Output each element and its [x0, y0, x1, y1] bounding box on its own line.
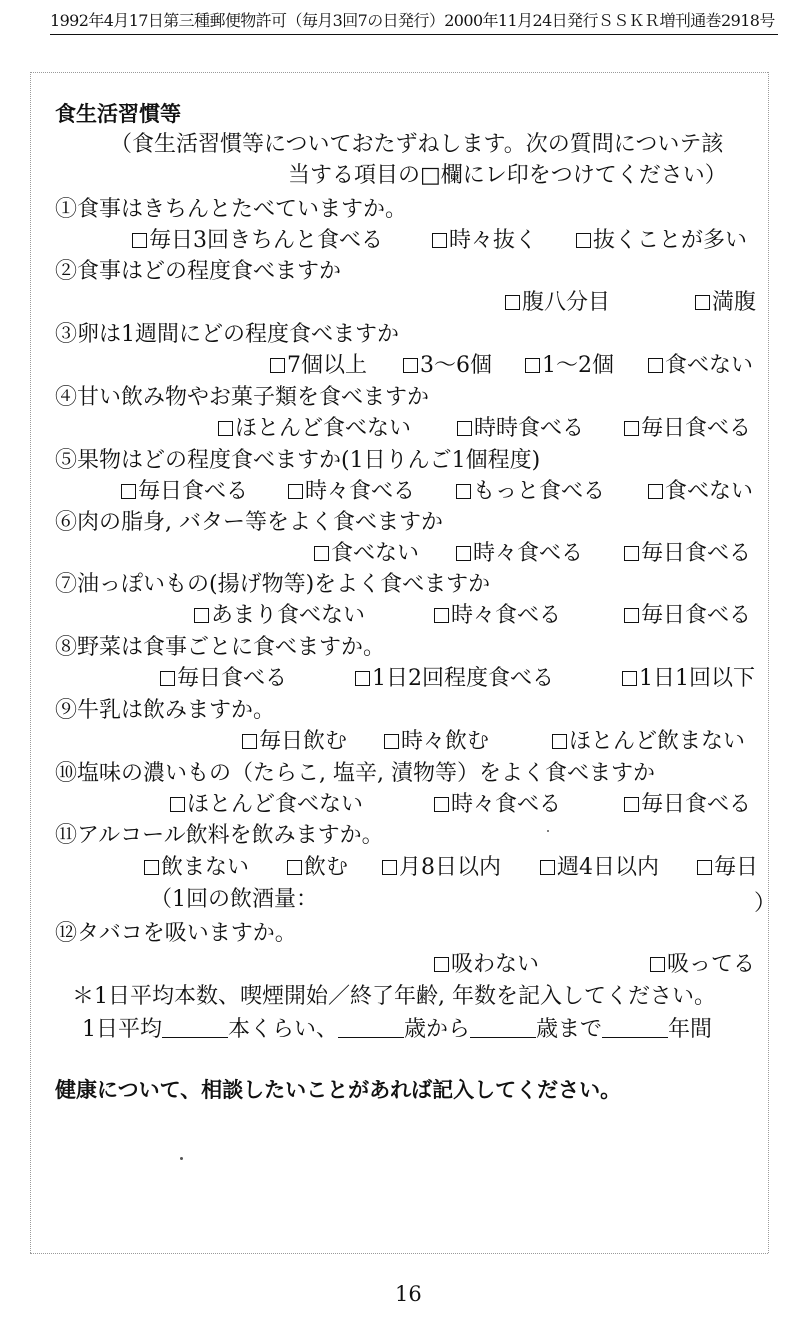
option-label: 時々食べる: [451, 603, 562, 628]
checkbox[interactable]: [434, 957, 449, 972]
q7-option-3[interactable]: [624, 602, 751, 630]
question-3: ③卵は1週間にどの程度食べますか: [55, 322, 399, 347]
option-label: 週4日以内: [557, 855, 659, 880]
option-label: 腹八分目: [522, 290, 611, 315]
checkbox[interactable]: [218, 421, 233, 436]
smoking-label-to: 歳まで: [536, 1017, 603, 1042]
section-title: 食生活習慣等: [55, 102, 181, 126]
option-label: 飲む: [304, 855, 349, 880]
checkbox[interactable]: [170, 797, 185, 812]
option-label: ほとんど食べない: [187, 792, 364, 817]
page-number: 16: [395, 1282, 422, 1306]
q5-option-4[interactable]: [648, 478, 753, 506]
q11-option-5[interactable]: [697, 854, 758, 882]
daily-count-field[interactable]: [162, 1015, 228, 1038]
q9-option-1[interactable]: [242, 728, 347, 756]
question-5: ⑤果物はどの程度食べますか(1日りんご1個程度): [55, 448, 541, 473]
question-10: ⑩塩味の濃いもの（たらこ, 塩辛, 漬物等）をよく食べますか: [55, 761, 655, 786]
q8-option-3[interactable]: [622, 665, 755, 693]
q7-option-1[interactable]: [194, 602, 365, 630]
option-label: 毎日食べる: [641, 541, 752, 566]
q4-option-2[interactable]: [457, 415, 584, 443]
scan-speck: [547, 830, 549, 832]
option-label: 抜くことが多い: [593, 228, 748, 253]
q8-option-1[interactable]: [160, 665, 287, 693]
checkbox[interactable]: [314, 546, 329, 561]
checkbox[interactable]: [457, 421, 472, 436]
option-label: 満腹: [712, 290, 757, 315]
q3-option-1[interactable]: [270, 352, 367, 380]
q12-option-2[interactable]: [650, 951, 755, 979]
form-border-left: [30, 72, 31, 1253]
option-label: 1日1回以下: [639, 666, 755, 691]
checkbox[interactable]: [355, 671, 370, 686]
q11-option-4[interactable]: [540, 854, 659, 882]
checkbox[interactable]: [576, 233, 591, 248]
checkbox[interactable]: [622, 671, 637, 686]
end-age-field[interactable]: [470, 1015, 536, 1038]
q1-option-1[interactable]: [132, 227, 383, 255]
smoking-label-years: 年間: [668, 1017, 713, 1042]
option-label: 時々食べる: [451, 792, 562, 817]
option-label: 毎日飲む: [259, 729, 348, 754]
option-label: 毎日食べる: [641, 792, 752, 817]
checkbox[interactable]: [456, 484, 471, 499]
smoking-label-count: 本くらい、: [228, 1017, 339, 1042]
q6-option-2[interactable]: [456, 540, 583, 568]
checkbox[interactable]: [384, 734, 399, 749]
q5-option-2[interactable]: [288, 478, 415, 506]
option-label: 3〜6個: [420, 353, 492, 378]
alcohol-amount-label[interactable]: （1回の飲酒量：: [150, 887, 318, 912]
checkbox[interactable]: [270, 358, 285, 373]
option-label: ほとんど食べない: [235, 416, 412, 441]
smoking-label-daily: 1日平均: [82, 1017, 162, 1042]
q2-option-2[interactable]: [695, 289, 756, 317]
question-6: ⑥肉の脂身, バター等をよく食べますか: [55, 510, 443, 535]
q1-option-3[interactable]: [576, 227, 747, 255]
q10-option-1[interactable]: [170, 791, 363, 819]
publication-header: 1992年4月17日第三種郵便物許可（毎月3回7の日発行）2000年11月24日発行ＳＳＫＲ増刊通巻2918号: [50, 11, 775, 30]
checkbox[interactable]: [695, 295, 710, 310]
question-4: ④甘い飲み物やお菓子類を食べますか: [55, 385, 430, 410]
checkbox[interactable]: [194, 608, 209, 623]
checkbox[interactable]: [624, 546, 639, 561]
question-7: ⑦油っぽいもの(揚げ物等)をよく食べますか: [55, 572, 491, 597]
q12-option-1[interactable]: [434, 951, 539, 979]
question-8: ⑧野菜は食事ごとに食べますか。: [55, 635, 386, 660]
header-rule: [50, 34, 778, 35]
alcohol-amount-close: ）: [754, 891, 777, 916]
intro-line-1: （食生活習慣等についておたずねします。次の質問についテ該: [110, 132, 724, 157]
years-field[interactable]: [602, 1015, 668, 1038]
q4-option-3[interactable]: [624, 415, 751, 443]
checkbox[interactable]: [505, 295, 520, 310]
question-9: ⑨牛乳は飲みますか。: [55, 698, 276, 723]
checkbox[interactable]: [624, 797, 639, 812]
checkbox[interactable]: [288, 484, 303, 499]
intro-line-2: 当する項目の□欄にレ印をつけてください）: [288, 163, 727, 188]
checkbox[interactable]: [432, 233, 447, 248]
option-label: 月8日以内: [399, 855, 501, 880]
option-label: 時々食べる: [305, 479, 416, 504]
q6-option-1[interactable]: [314, 540, 419, 568]
checkbox[interactable]: [648, 358, 663, 373]
q2-option-1[interactable]: [505, 289, 610, 317]
option-label: 食べない: [331, 541, 420, 566]
option-label: 毎日3回きちんと食べる: [149, 228, 383, 253]
q8-option-2[interactable]: [355, 665, 554, 693]
option-label: ほとんど飲まない: [569, 729, 746, 754]
option-label: 1〜2個: [542, 353, 614, 378]
checkbox[interactable]: [697, 860, 712, 875]
checkbox[interactable]: [144, 860, 159, 875]
option-label: もっと食べる: [473, 479, 606, 504]
option-label: 毎日: [714, 855, 759, 880]
q9-option-3[interactable]: [552, 728, 745, 756]
q11-option-1[interactable]: [144, 854, 249, 882]
option-label: 時々食べる: [473, 541, 584, 566]
checkbox[interactable]: [525, 358, 540, 373]
checkbox[interactable]: [624, 608, 639, 623]
option-label: 時時食べる: [474, 416, 585, 441]
question-11: ⑪アルコール飲料を飲みますか。: [55, 823, 384, 848]
form-border-right: [768, 72, 769, 1253]
checkbox[interactable]: [434, 797, 449, 812]
checkbox[interactable]: [382, 860, 397, 875]
option-label: 毎日食べる: [138, 479, 249, 504]
q3-option-3[interactable]: [525, 352, 614, 380]
option-label: 吸ってる: [667, 952, 756, 977]
q11-option-2[interactable]: [287, 854, 348, 882]
q3-option-2[interactable]: [403, 352, 492, 380]
option-label: 飲まない: [161, 855, 250, 880]
option-label: 毎日食べる: [177, 666, 288, 691]
checkbox[interactable]: [624, 421, 639, 436]
question-2: ②食事はどの程度食べますか: [55, 259, 342, 284]
scan-speck: [180, 1157, 183, 1160]
start-age-field[interactable]: [338, 1015, 404, 1038]
checkbox[interactable]: [434, 608, 449, 623]
q7-option-2[interactable]: [434, 602, 561, 630]
checkbox[interactable]: [132, 233, 147, 248]
checkbox[interactable]: [552, 734, 567, 749]
option-label: 7個以上: [287, 353, 367, 378]
q10-option-3[interactable]: [624, 791, 751, 819]
q5-option-1[interactable]: [121, 478, 248, 506]
checkbox[interactable]: [403, 358, 418, 373]
q11-option-3[interactable]: [382, 854, 501, 882]
option-label: 時々飲む: [401, 729, 490, 754]
q1-option-2[interactable]: [432, 227, 537, 255]
q5-option-3[interactable]: [456, 478, 605, 506]
option-label: 食べない: [665, 479, 754, 504]
option-label: 毎日食べる: [641, 603, 752, 628]
q10-option-2[interactable]: [434, 791, 561, 819]
question-1: ①食事はきちんとたべていますか。: [55, 197, 408, 222]
smoking-fields: [82, 1015, 712, 1044]
consult-heading: 健康について、相談したいことがあれば記入してください。: [55, 1078, 622, 1102]
checkbox[interactable]: [650, 957, 665, 972]
checkbox[interactable]: [287, 860, 302, 875]
option-label: 毎日食べる: [641, 416, 752, 441]
q3-option-4[interactable]: [648, 352, 753, 380]
q6-option-3[interactable]: [624, 540, 751, 568]
option-label: 食べない: [665, 353, 754, 378]
form-border-bottom: [30, 1253, 768, 1254]
question-12: ⑫タバコを吸いますか。: [55, 921, 297, 946]
checkbox[interactable]: [456, 546, 471, 561]
option-label: 1日2回程度食べる: [372, 666, 554, 691]
q4-option-1[interactable]: [218, 415, 411, 443]
q9-option-2[interactable]: [384, 728, 489, 756]
smoking-label-from: 歳から: [404, 1017, 471, 1042]
option-label: あまり食べない: [211, 603, 366, 628]
form-border-top: [30, 72, 768, 73]
checkbox[interactable]: [121, 484, 136, 499]
checkbox[interactable]: [242, 734, 257, 749]
checkbox[interactable]: [160, 671, 175, 686]
checkbox[interactable]: [540, 860, 555, 875]
smoking-note: ＊1日平均本数、喫煙開始／終了年齢, 年数を記入してください。: [72, 984, 716, 1009]
option-label: 時々抜く: [449, 228, 538, 253]
checkbox[interactable]: [648, 484, 663, 499]
option-label: 吸わない: [451, 952, 540, 977]
